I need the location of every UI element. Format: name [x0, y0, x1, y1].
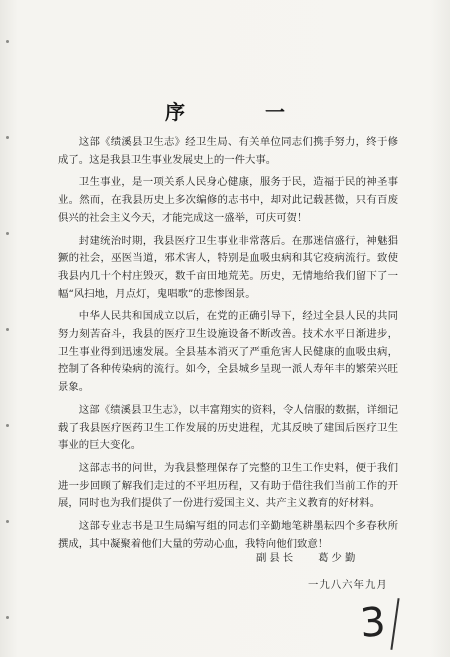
paragraph: 封建统治时期，我县医疗卫生事业非常落后。在那迷信盛行，神魅猖獗的社会，巫医当道，邪术害人，特别是血吸虫病和其它疫病流行。致使我县内几十个村庄毁灭，数千亩田地荒芜。历史，无情地给我们留下了一幅“风扫地，月点灯，鬼唱歌”的悲惨图景。	[58, 234, 398, 300]
signature-role: 副县长	[256, 552, 297, 564]
preface-title: 序 一	[165, 100, 315, 124]
paragraph: 这部《绩溪县卫生志》经卫生局、有关单位同志们携手努力，终于修成了。这是我县卫生事业发展史上的一件大事。	[58, 136, 398, 166]
binding-hole	[6, 520, 9, 523]
signature-line	[256, 549, 358, 564]
paragraph: 这部专业志书是卫生局编写组的同志们辛勤地笔耕墨耘四个多春秋所撰成，其中凝聚着他们大量的劳动心血，我特向他们致意！	[58, 520, 398, 550]
handwritten-stroke	[390, 598, 399, 650]
preface-date: 一九八六年九月	[308, 579, 388, 591]
binding-hole	[6, 328, 9, 331]
page-number: 3	[358, 599, 388, 647]
binding-hole	[6, 40, 9, 43]
binding-hole	[6, 616, 9, 619]
signature-name: 葛少勤	[318, 552, 359, 564]
binding-hole	[6, 232, 9, 235]
binding-hole	[6, 424, 9, 427]
paragraph: 这部《绩溪县卫生志》，以丰富翔实的资料，令人信服的数据，详细记载了我县医疗医药卫生工作发展的历史进程，尤其反映了建国后医疗卫生事业的巨大变化。	[58, 403, 398, 452]
paragraph: 这部志书的问世，为我县整理保存了完整的卫生工作史料，便于我们进一步回顾了解我们走过的不平坦历程，又有助于借往我们当前工作的开展，同时也为我们提供了一份进行爱国主义、共产主义教育的好材料。	[58, 461, 398, 510]
paragraph: 卫生事业，是一项关系人民身心健康，服务于民，造福于民的神圣事业。然而，在我县历史上多次编修的志书中，却对此记载甚微，只有百废俱兴的社会主义今天，才能完成这一盛举，可庆可贺！	[58, 176, 398, 224]
binding-hole	[6, 136, 9, 139]
preface-body	[58, 134, 398, 558]
paragraph: 中华人民共和国成立以后，在党的正确引导下，经过全县人民的共同努力刻苦奋斗，我县的医疗卫生设施设备不断改善。技术水平日渐进步，卫生事业得到迅速发展。全县基本消灭了严重危害人民健康的血吸虫病，控制了各种传染病的流行。如今，全县城乡呈现一派人寿年丰的繁荣兴旺景象。	[58, 310, 398, 394]
binding-holes	[6, 40, 10, 620]
